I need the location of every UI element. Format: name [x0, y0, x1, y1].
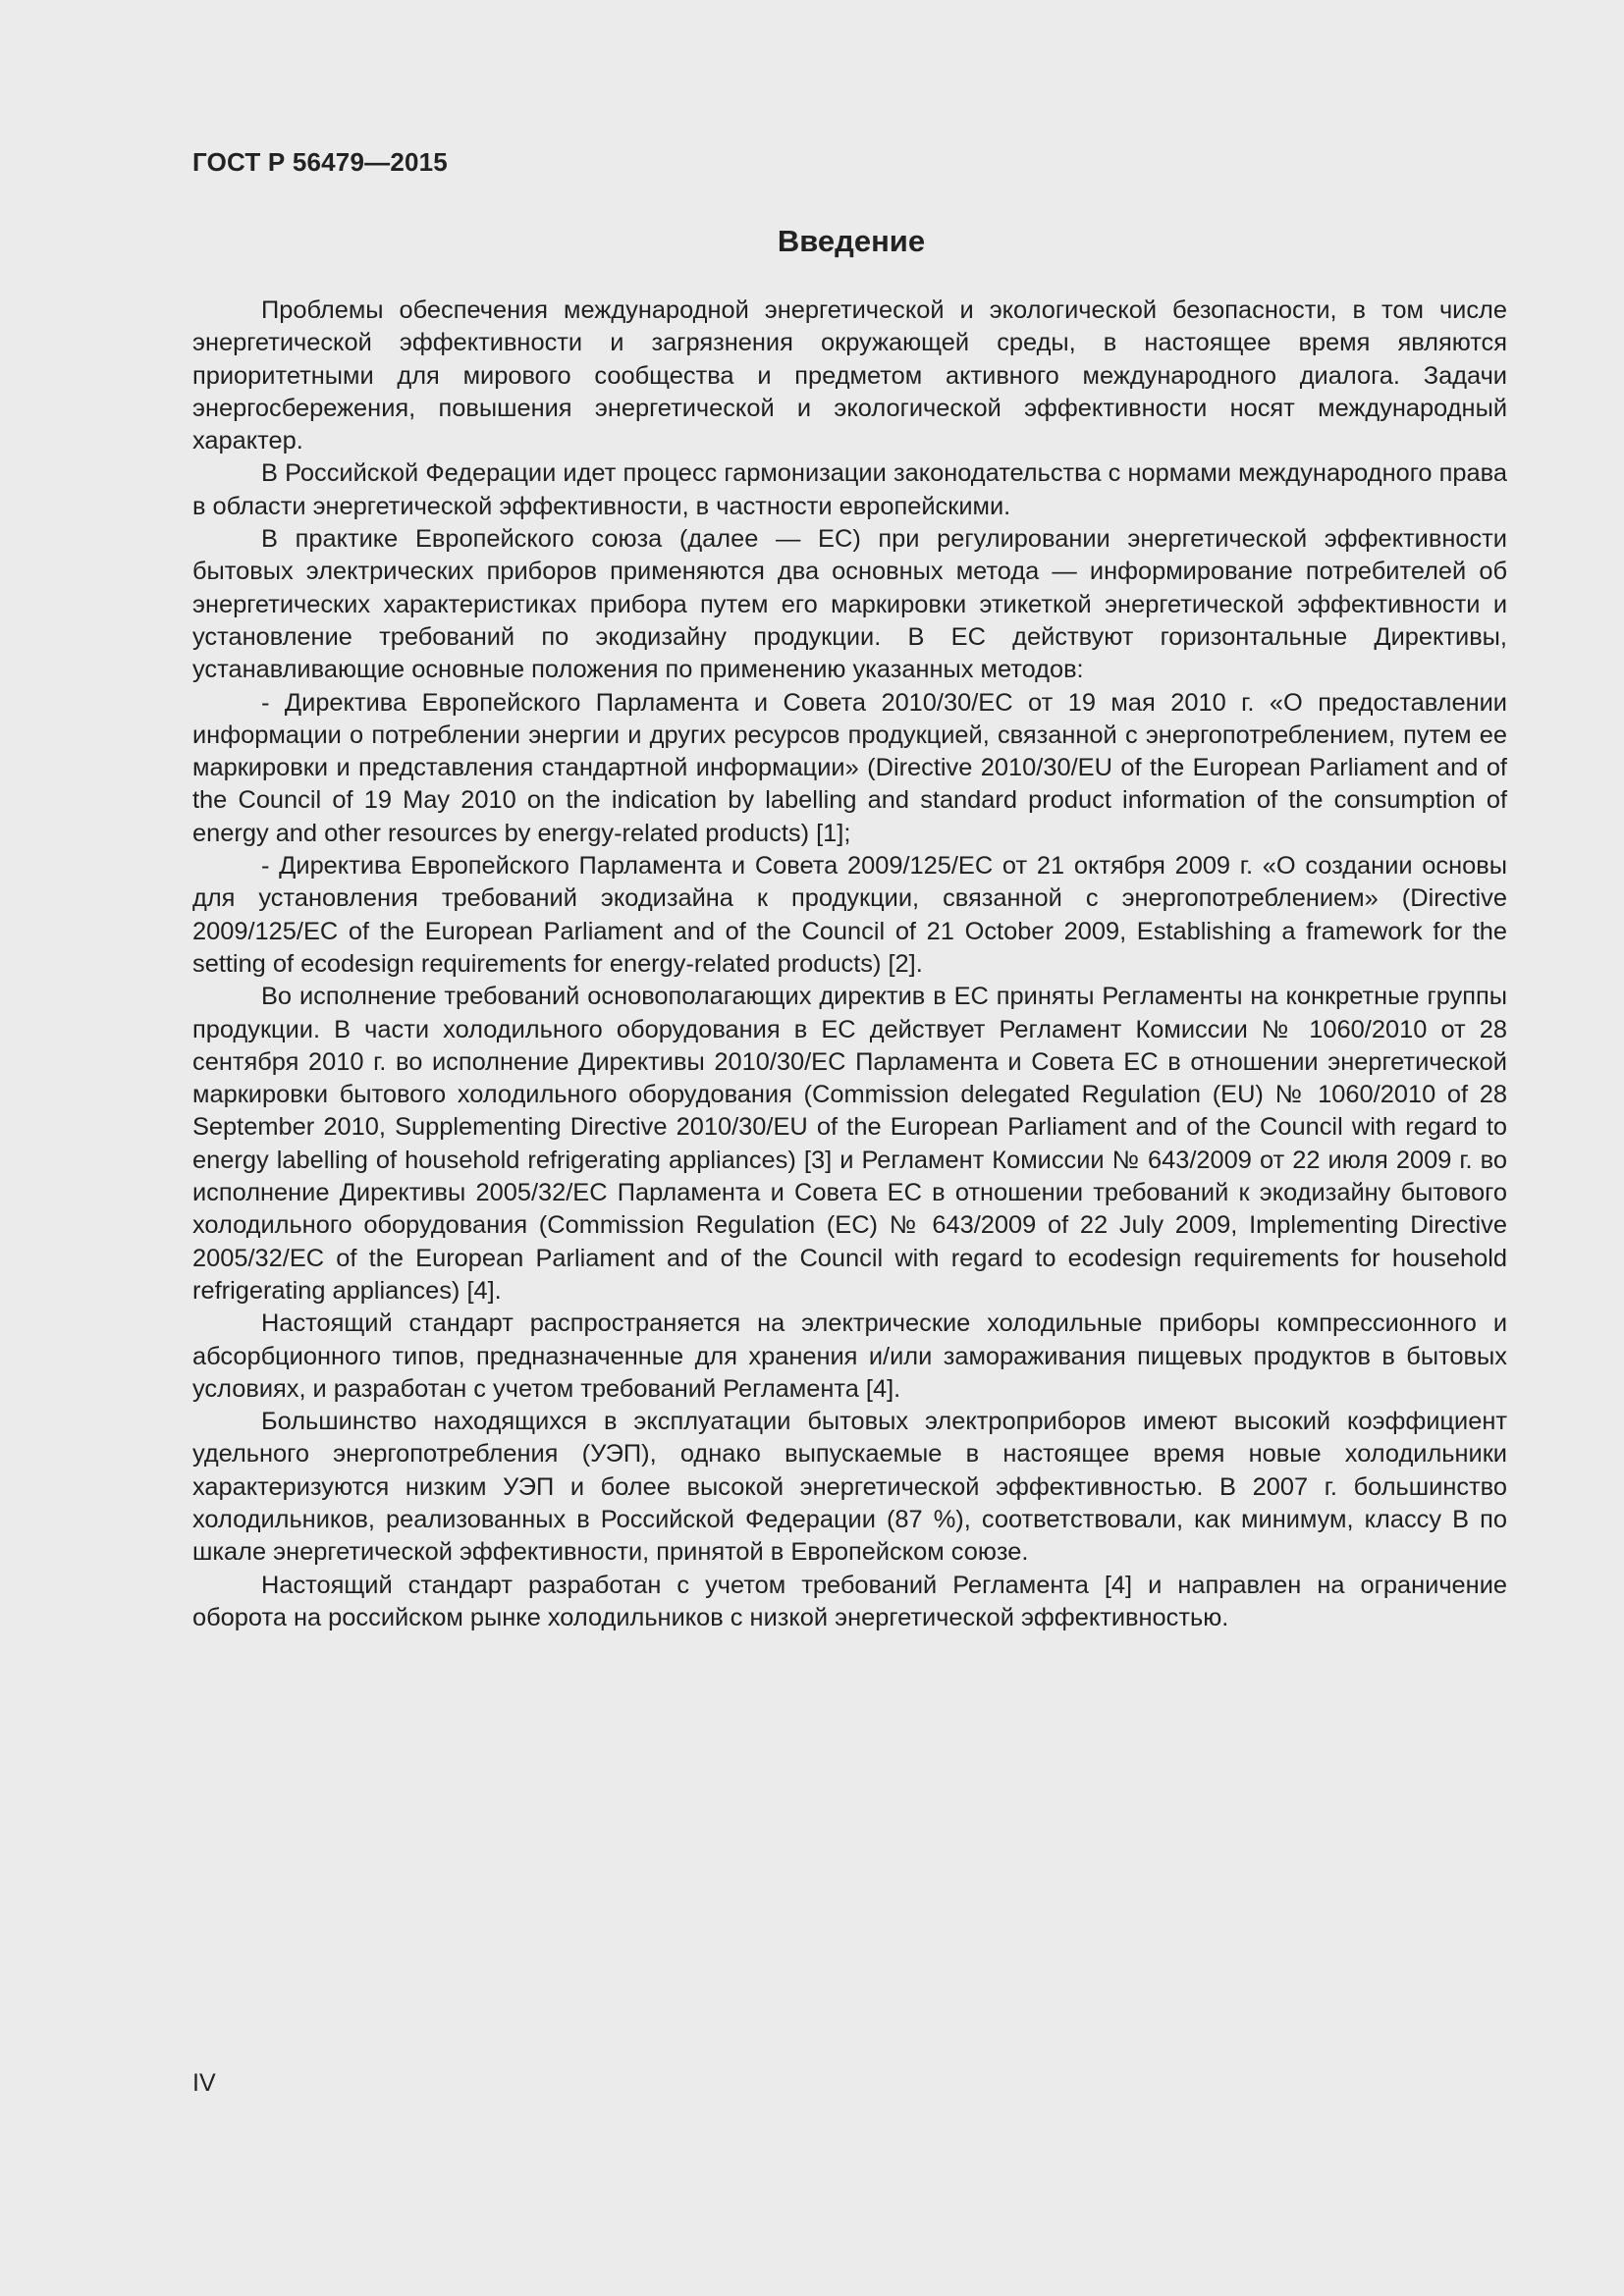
- list-item: - Директива Европейского Парламента и Совета 2010/30/ЕС от 19 мая 2010 г. «О предоставлении информации о потреблении энергии и других ресурсов продукцией, связанной с энергопотреблением, путем ее маркировки и представления стандартной информации» (Directive 2010/30/EU of the European Parliament and of the Council of 19 May 2010 on the indication by labelling and standard product information of the consumption of energy and other resources by energy-related products) [1];: [192, 688, 1507, 847]
- paragraph: Во исполнение требований основополагающих директив в ЕС приняты Регламенты на конкретные группы продукции. В части холодильного оборудования в ЕС действует Регламент Комиссии № 1060/2010 от 28 сентября 2010 г. во исполнение Директивы 2010/30/ЕС Парламента и Совета ЕС в отношении энергетической маркировки бытового холодильного оборудования (Commission delegated Regulation (EU) № 1060/2010 of 28 September 2010, Supplementing Directive 2010/30/EU of the European Parliament and of the Council with regard to energy labelling of household refrigerating appliances) [3] и Регламент Комиссии № 643/2009 от 22 июля 2009 г. во исполнение Директивы 2005/32/ЕС Парламента и Совета ЕС в отношении требований к экодизайну бытового холодильного оборудования (Commission Regulation (EC) № 643/2009 of 22 July 2009, Implementing Directive 2005/32/EC of the European Parliament and of the Council with regard to ecodesign requirements for household refrigerating appliances) [4].: [192, 983, 1507, 1305]
- paragraph: Большинство находящихся в эксплуатации бытовых электроприборов имеют высокий коэффициент удельного энергопотребления (УЭП), однако выпускаемые в настоящее время новые холодильники характеризуются низким УЭП и более высокой энергетической эффективностью. В 2007 г. большинство холодильников, реализованных в Российской Федерации (87 %), соответствовали, как минимум, классу В по шкале энергетической эффективности, принятой в Европейском союзе.: [192, 1408, 1507, 1567]
- paragraph: Настоящий стандарт разработан с учетом требований Регламента [4] и направлен на ограничение оборота на российском рынке холодильников с низкой энергетической эффективностью.: [192, 1571, 1507, 1631]
- paragraph: Проблемы обеспечения международной энергетической и экологической безопасности, в том числе энергетической эффективности и загрязнения окружающей среды, в настоящее время являются приоритетными для мирового сообщества и предметом активного международного диалога. Задачи энергосбережения, повышения энергетической и экологической эффективности носят международный характер.: [192, 296, 1507, 455]
- body-text: [192, 294, 1507, 1634]
- paragraph: В Российской Федерации идет процесс гармонизации законодательства с нормами международного права в области энергетической эффективности, в частности европейскими.: [192, 459, 1507, 520]
- paragraph: Настоящий стандарт распространяется на электрические холодильные приборы компрессионного и абсорбционного типов, предназначенные для хранения и/или замораживания пищевых продуктов в бытовых условиях, и разработан с учетом требований Регламента [4].: [192, 1309, 1507, 1403]
- paragraph: В практике Европейского союза (далее — ЕС) при регулировании энергетической эффективности бытовых электрических приборов применяются два основных метода — информирование потребителей об энергетических характеристиках прибора путем его маркировки этикеткой энергетической эффективности и установление требований по экодизайну продукции. В ЕС действуют горизонтальные Директивы, устанавливающие основные положения по применению указанных методов:: [192, 525, 1507, 684]
- document-code: ГОСТ Р 56479—2015: [192, 147, 448, 177]
- page-number: IV: [192, 2069, 216, 2097]
- section-title: Введение: [777, 224, 926, 258]
- list-item: - Директива Европейского Парламента и Совета 2009/125/ЕС от 21 октября 2009 г. «О создании основы для установления требований экодизайна к продукции, связанной с энергопотреблением» (Directive 2009/125/EC of the European Parliament and of the Council of 21 October 2009, Establishing a framework for the setting of ecodesign requirements for energy-related products) [2].: [192, 852, 1507, 978]
